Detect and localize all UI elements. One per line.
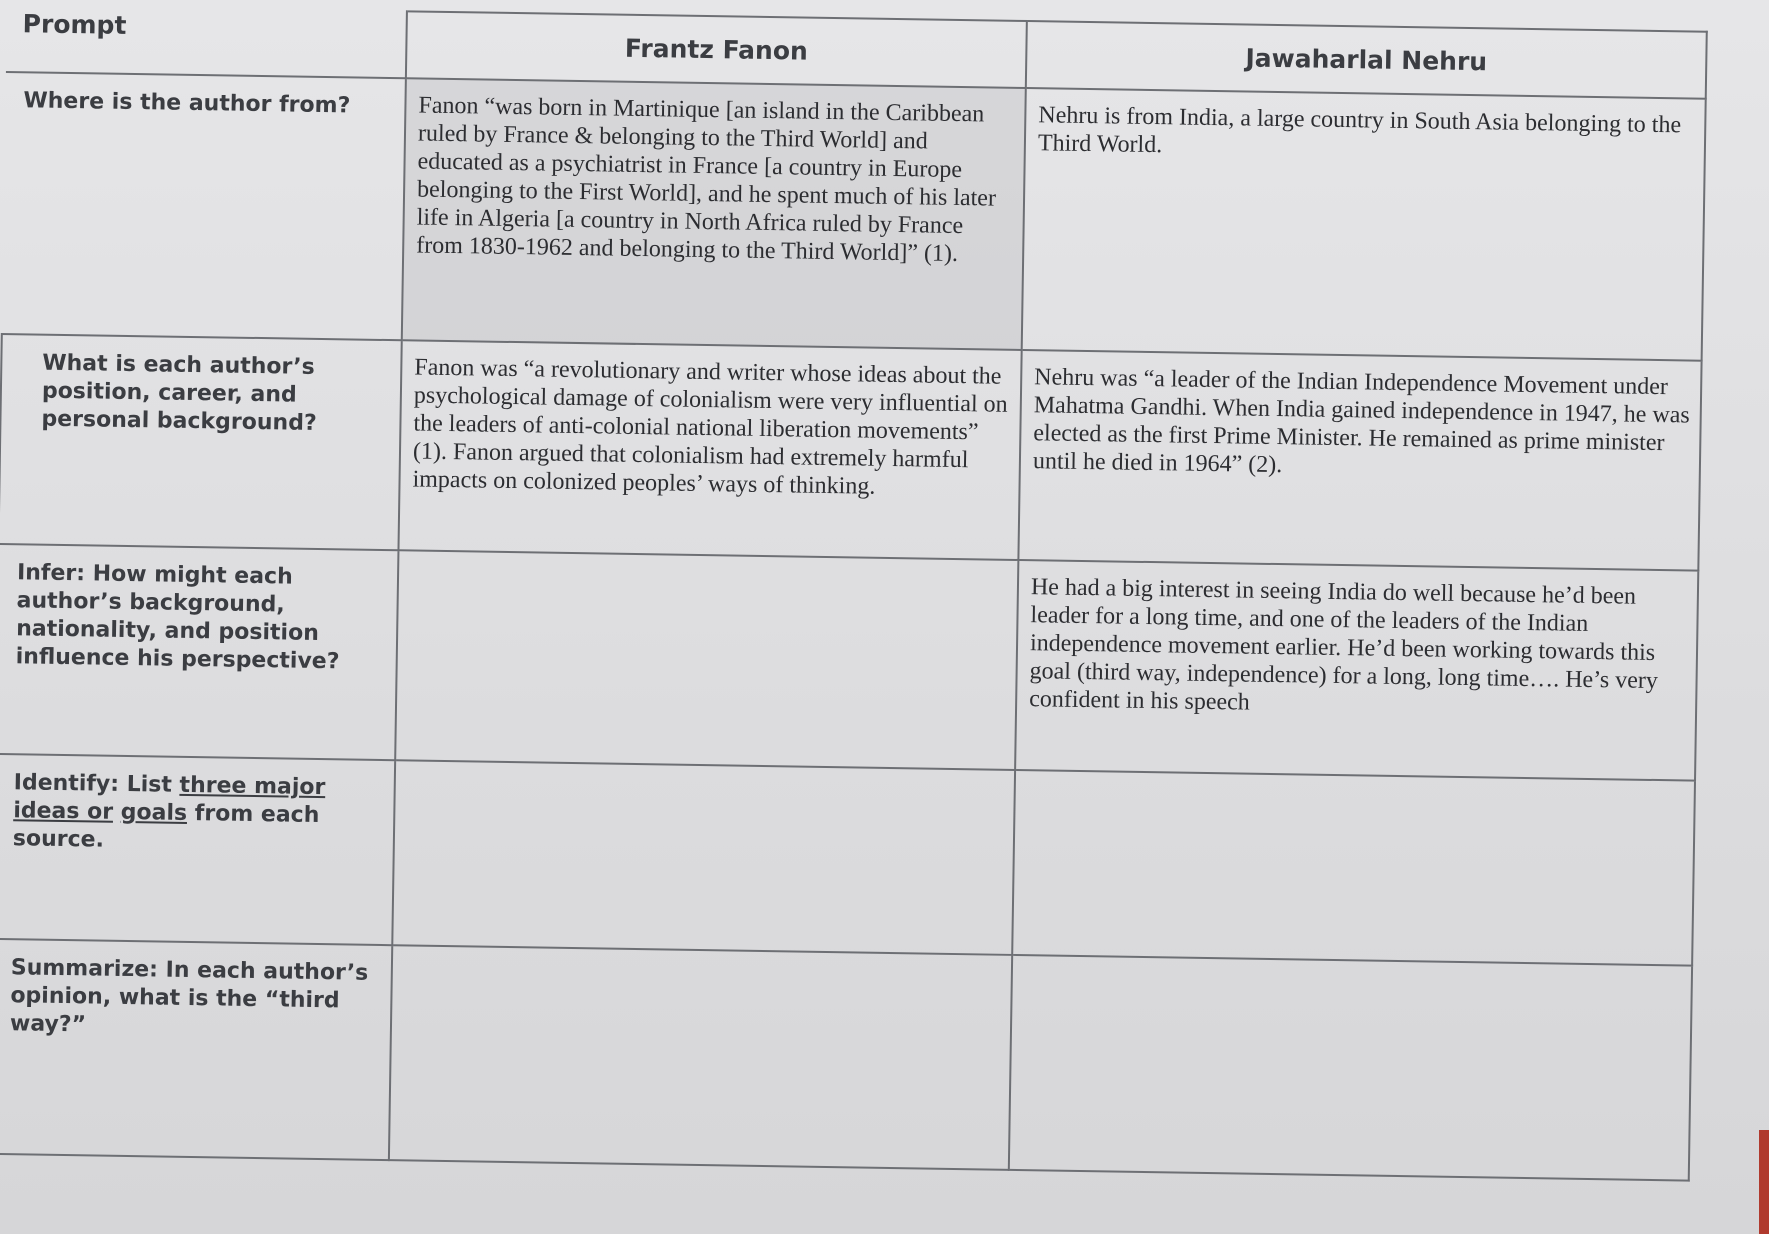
nehru-origin-answer: Nehru is from India, a large country in South Asia belonging to the Third World. (1022, 88, 1706, 361)
question-identify (0, 754, 395, 945)
fanon-summarize-answer (389, 945, 1012, 1170)
identify-underlined-ideas: three major ideas or (13, 772, 326, 825)
nehru-summarize-answer (1009, 955, 1692, 1181)
table-row (2, 72, 1706, 361)
nehru-identify-answer (1012, 770, 1695, 966)
worksheet (0, 4, 1706, 1211)
identify-underlined-goals: goals (120, 799, 188, 826)
red-edge-strip (1759, 1130, 1769, 1234)
nehru-background-answer: Nehru was “a leader of the Indian Independence Movement under Mahatma Gandhi. When India gained independence in 1947, he was elected as the first Prime Minister. He remained as prime minister until he died in 1964” (2). (1018, 350, 1701, 571)
table-row (0, 754, 1695, 966)
identify-suffix: from each source. (12, 800, 320, 853)
question-origin: Where is the author from? (2, 72, 406, 340)
question-background: What is each author’s position, career, and personal background? (0, 334, 402, 550)
table-row (0, 939, 1692, 1181)
table-row (0, 334, 1702, 571)
nehru-header: Jawaharlal Nehru (1026, 21, 1707, 99)
comparison-table (0, 4, 1708, 1182)
fanon-header: Frantz Fanon (406, 11, 1027, 88)
fanon-origin-answer: Fanon “was born in Martinique [an island in the Caribbean ruled by France & belonging to the Third World] and educated as a psychiatrist in France [a country in Europe belonging to the First World], and he spent much of his later life in Algeria [a country in North Africa ruled by France from 1830-1962 and belonging to the Third World]” (1). (402, 78, 1026, 350)
identify-prefix: Identify: List (13, 770, 180, 798)
table-row (0, 544, 1698, 781)
prompt-header: Prompt (6, 5, 407, 78)
question-infer: Infer: How might each author’s background, nationality, and position influence his perspective? (0, 544, 398, 760)
nehru-infer-answer: He had a big interest in seeing India do well because he’d been leader for a long time, and one of the leaders of the Indian independence movement earlier. He’d been working towards this goal (third way, independence) for a long, long time…. He’s very confident in his speech (1015, 560, 1698, 781)
question-summarize: Summarize: In each author’s opinion, what is the “third way?” (0, 939, 392, 1160)
fanon-infer-answer (395, 550, 1018, 770)
fanon-background-answer: Fanon was “a revolutionary and writer whose ideas about the psychological damage of colonialism were very influential on the leaders of anti-colonial national liberation movements” (1). Fanon argued that colonialism had extremely harmful impacts on colonized peoples’ ways of thinking. (398, 340, 1021, 560)
fanon-identify-answer (392, 760, 1015, 955)
